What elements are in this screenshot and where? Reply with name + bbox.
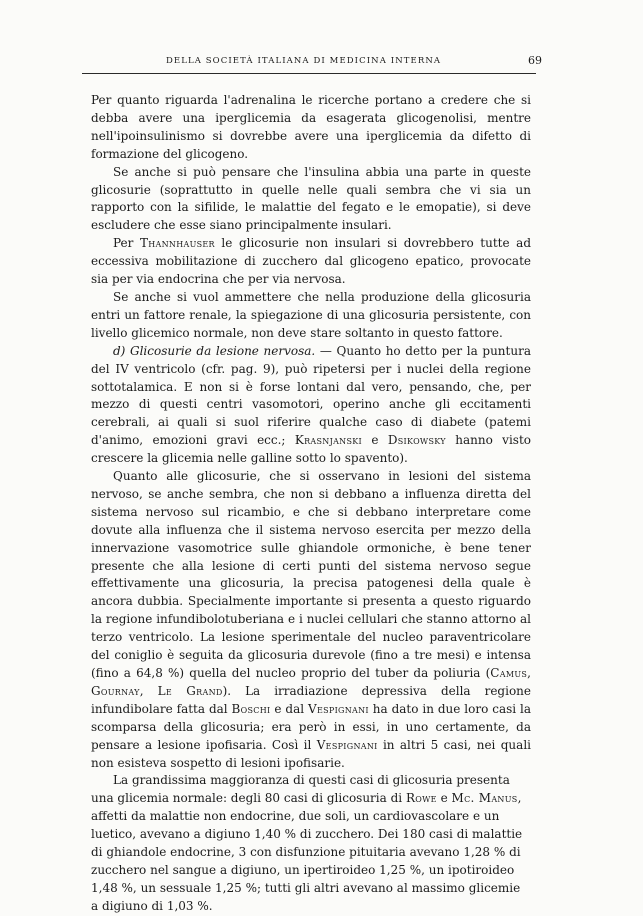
p5-and: e — [362, 433, 388, 448]
author-krasnjanski: Krasnjanski — [294, 433, 362, 448]
author-vespignani-2: Vespignani — [316, 737, 378, 752]
running-title: DELLA SOCIETÀ ITALIANA DI MEDICINA INTERNA — [166, 56, 442, 66]
author-rowe: Rowe — [405, 791, 437, 806]
author-gournay: Gournay — [91, 683, 140, 698]
body-text — [91, 92, 531, 916]
p6-sep-2: , — [139, 683, 158, 698]
author-le-grand: Le Grand — [157, 683, 223, 698]
p7-a: La grandissima maggioranza di questi casi di glicosuria presenta una glicemia normale: degli 80 casi di glicosuria di — [91, 773, 510, 806]
header-rule — [82, 73, 536, 74]
p7-b: e — [436, 791, 452, 806]
author-vespignani: Vespignani — [308, 701, 369, 716]
paragraph-glicosurie-nervose — [91, 468, 531, 772]
p6-b: ). La irradiazione depressiva della regione infundibolare fatta dal — [91, 683, 531, 716]
paragraph-insulina: Se anche si può pensare che l'insulina abbia una parte in queste glicosurie (soprattutto in quelle nelle quali sembra che vi sia un rapporto con la sifilide, le malattie del fegato e le emopatie), si deve escludere che esse siano principalmente insulari. — [91, 164, 531, 233]
p6-sep-1: , — [527, 666, 531, 680]
p6-e: in altri 5 casi, nei quali non esisteva sospetto di lesioni ipofisarie. — [91, 737, 531, 770]
page-header — [86, 56, 542, 72]
author-camus: Camus — [490, 666, 528, 680]
p3-lead: Per — [113, 236, 140, 251]
p5-text-a: — Quanto ho detto per la puntura del IV ventricolo (cfr. pag. 9), può ripetersi per i nuclei della regione sottotalamica. E non si è forse lontani dal vero, pensando, che, per mezzo di questi centri vasomotori, operino anche gli eccitamenti cerebrali, ai quali si suol riferire qualche caso di diabete (patemi d'animo, emozioni gravi ecc.; — [91, 343, 531, 448]
p3-text: le glicosurie non insulari si dovrebbero tutte ad eccessiva mobilitazione di zucchero dal glicogeno epatico, provocate sia per via endocrina che per via nervosa. — [91, 236, 532, 287]
section-heading: d) Glicosurie da lesione nervosa. — [113, 343, 316, 358]
author-boschi: Boschi — [231, 701, 271, 716]
paragraph-thannhauser — [91, 235, 531, 289]
author-thannhauser: Thannhauser — [139, 236, 215, 251]
p6-a: Quanto alle glicosurie, che si osservano in lesioni del sistema nervoso, se anche sembra, che non si debbano a influenza diretta del sistema nervoso sul ricambio, e che si debbano interpretare come dovute alla influenza che il sistema nervoso esercita per mezzo della innervazione vasomotrice sulle ghiandole ormoniche, è bene tener presente che alla lesione di certi punti del sistema nervoso segue effettivamente una glicosuria, la precisa patogenesi della quale è ancora dubbia. Specialmente importante si presenta a questo riguardo la regione infundibolotuberiana e i nuclei cellulari che stanno attorno al terzo ventricolo. La lesione sperimentale del nucleo paraventricolare del coniglio è seguita da glicosuria durevole (fino a tre mesi) e intensa (fino a 64,8 %) quella del nucleo proprio del tuber da poliuria ( — [91, 469, 531, 680]
p7-c: , affetti da malattie non endocrine, due soli, un cardiovascolare e un luetico, avevano a digiuno 1,40 % di zucchero. Dei 180 casi di malattie di ghiandole endocrine, 3 con disfunzione pituitaria avevano 1,28 % di zucchero nel sangue a digiuno, un ipertiroideo 1,25 %, un ipotiroideo 1,48 %, un sessuale 1,25 %; tutti gli altri avevano al massimo glicemie a digiuno di 1,03 %. — [91, 791, 523, 913]
page-number: 69 — [528, 54, 542, 67]
paragraph-fattore-renale: Se anche si vuol ammettere che nella produzione della glicosuria entri un fattore renale, la spiegazione di una glicosuria persistente, con livello glicemico normale, non deve stare soltanto in questo fattore. — [91, 289, 531, 340]
paragraph-adrenalina: Per quanto riguarda l'adrenalina le ricerche portano a credere che si debba avere una iperglicemia da esagerata glicogenolisi, mentre nell'ipoinsulinismo si dovrebbe avere una iperglicemia da difetto di formazione del glicogeno. — [91, 93, 531, 161]
paragraph-lesione-nervosa — [91, 343, 531, 468]
p6-d: ha dato in due loro casi la scomparsa della glicosuria; era però in essi, in uno certamente, da pensare a lesione ipofisaria. Così il — [91, 701, 532, 752]
author-mc-manus: Mc. Manus — [451, 791, 518, 806]
paragraph-glicemia-normale — [91, 772, 531, 915]
author-dsikowsky: Dsikowsky — [387, 433, 446, 448]
p5-text-b: hanno visto crescere la glicemia nelle galline sotto lo spavento). — [91, 433, 531, 466]
p6-c: e dal — [270, 701, 308, 716]
